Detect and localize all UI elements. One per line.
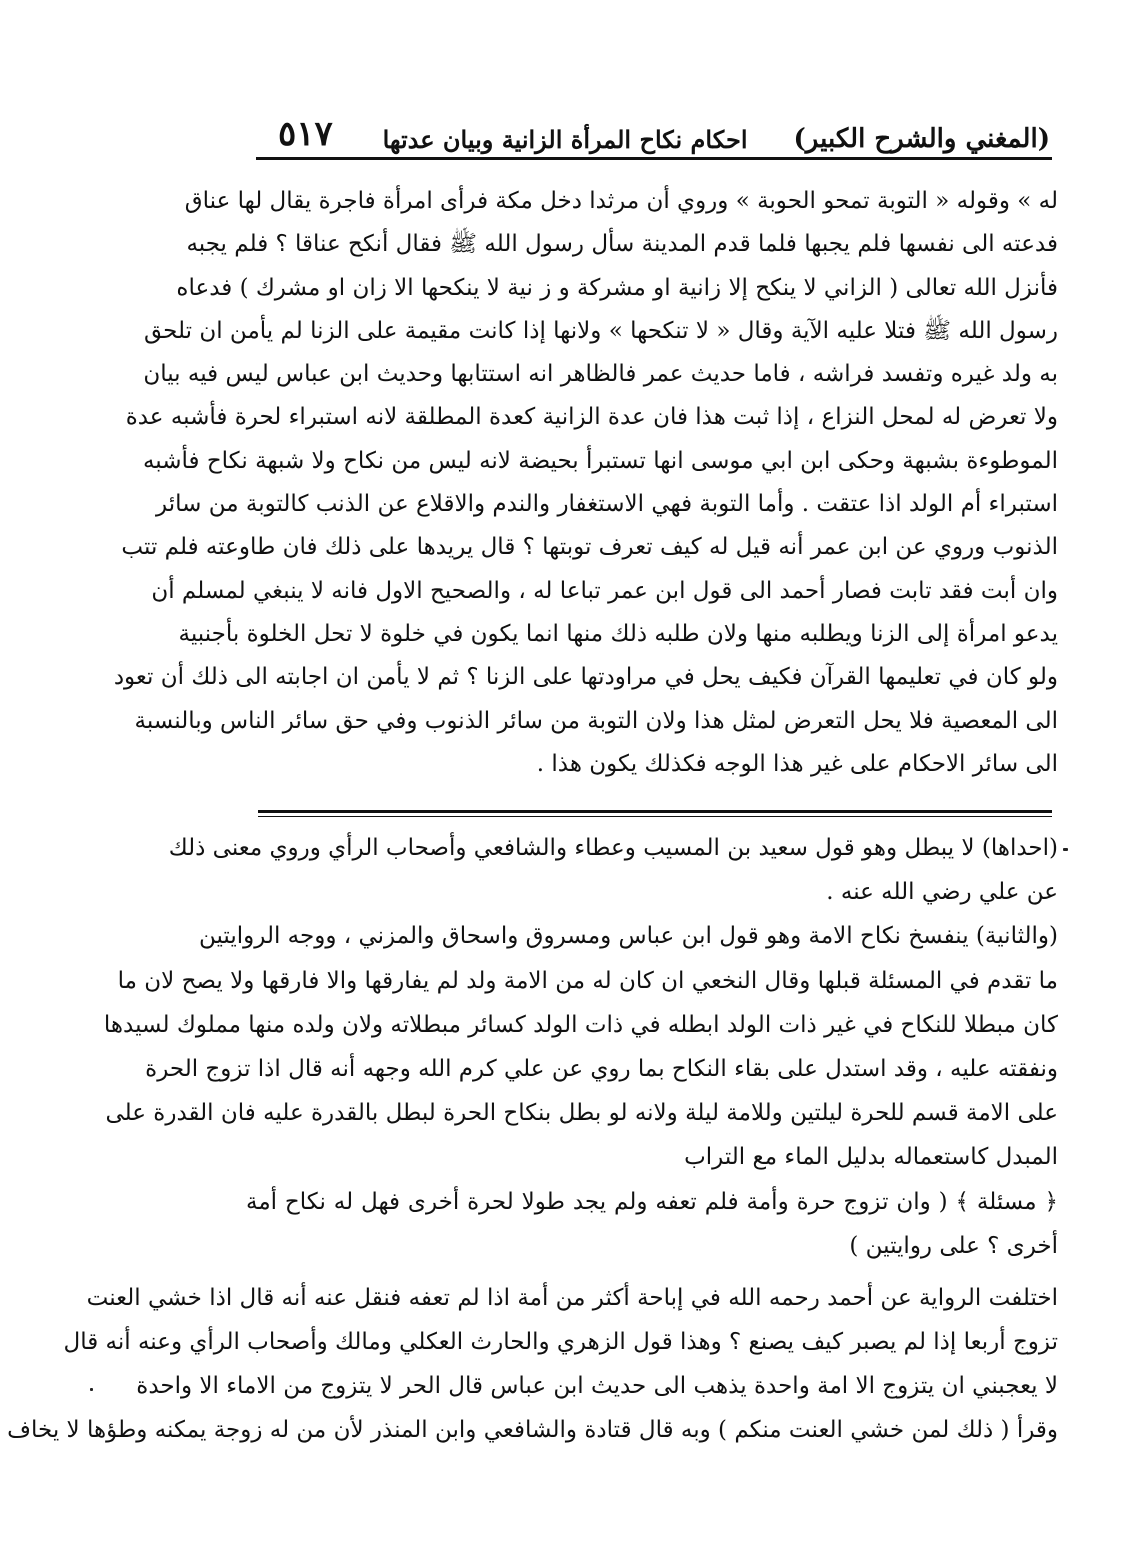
main-line: الذنوب وروي عن ابن عمر أنه قيل له كيف تعرف توبتها ؟ قال يريدها على ذلك فان طاوعته فلم تتب xyxy=(121,534,1058,561)
commentary-line: وقرأ ( ذلك لمن خشي العنت منكم ) وبه قال قتادة والشافعي وابن المنذر لأن من له زوجة يمكنه وطؤها لا يخاف xyxy=(7,1417,1058,1444)
commentary-line: عن علي رضي الله عنه . xyxy=(826,879,1058,906)
chapter-title: احكام نكاح المرأة الزانية وبيان عدتها xyxy=(382,125,748,154)
main-line: الى المعصية فلا يحل التعرض لمثل هذا ولان التوبة من سائر الذنوب وفي حق سائر الناس وبالنسبة xyxy=(134,707,1058,734)
commentary-line: لا يعجبني ان يتزوج الا امة واحدة يذهب الى حديث ابن عباس قال الحر لا يتزوج من الاماء الا واحدة xyxy=(136,1373,1058,1400)
main-line: يدعو امرأة إلى الزنا ويطلبه منها ولان طلبه ذلك منها انما يكون في خلوة لا تحل الخلوة بأجنبية xyxy=(178,620,1058,647)
main-line: الى سائر الاحكام على غير هذا الوجه فكذلك يكون هذا . xyxy=(536,750,1058,777)
page-number: ٥١٧ xyxy=(278,114,333,154)
main-line: رسول الله ﷺ فتلا عليه الآية وقال « لا تنكحها » ولانها إذا كانت مقيمة على الزنا لم يأمن ان تلحق xyxy=(143,317,1058,344)
commentary-line: (والثانية) ينفسخ نكاح الامة وهو قول ابن عباس ومسروق واسحاق والمزني ، ووجه الروايتين xyxy=(198,923,1058,950)
main-line: فأنزل الله تعالى ( الزاني لا ينكح إلا زانية او مشركة و ز نية لا ينكحها الا زان او مشرك ) فدعاه xyxy=(176,274,1058,301)
commentary-text xyxy=(7,826,1058,1453)
page-header xyxy=(258,108,1050,154)
commentary-line: ما تقدم في المسئلة قبلها وقال النخعي ان كان له من الامة ولد لم يفارقها والا فارقها ولا يصح لان ما xyxy=(117,967,1058,994)
book-title: (المغني والشرح الكبير) xyxy=(793,124,1050,154)
section-separator-thick xyxy=(258,810,1052,813)
main-line: به ولد غيره وتفسد فراشه ، فاما حديث عمر فالظاهر انه استتابها وحديث ابن عباس ليس فيه بيان xyxy=(143,361,1058,388)
commentary-line: على الامة قسم للحرة ليلتين وللامة ليلة ولانه لو بطل بنكاح الحرة لبطل بالقدرة عليه فان القدرة على xyxy=(105,1100,1058,1127)
commentary-line: اختلفت الرواية عن أحمد رحمه الله في إباحة أكثر من أمة اذا لم تعفه فنقل عنه أنه قال اذا خشي العنت xyxy=(86,1284,1058,1311)
header-rule xyxy=(256,157,1052,160)
commentary-line: كان مبطلا للنكاح في غير ذات الولد ابطله في ذات الولد كسائر مبطلاته ولان ولده منها مملوك لسيدها xyxy=(103,1011,1058,1038)
commentary-line: (احداها) لا يبطل وهو قول سعيد بن المسيب وعطاء والشافعي وأصحاب الرأي وروي معنى ذلك xyxy=(168,835,1058,861)
commentary-line: المبدل كاستعماله بدليل الماء مع التراب xyxy=(684,1144,1058,1171)
section-separator-thin xyxy=(258,816,1052,817)
main-line: الموطوءة بشبهة وحكى ابن ابي موسى انها تستبرأ بحيضة لانه ليس من نكاح ولا شبهة نكاح فأشبه xyxy=(142,447,1058,474)
main-line: فدعته الى نفسها فلم يجبها فلما قدم المدينة سأل رسول الله ﷺ فقال أنكح عناقا ؟ فلم يجبه xyxy=(186,231,1058,258)
masala-line: ﴿ مسئلة ﴾ ( وان تزوج حرة وأمة فلم تعفه ولم يجد طولا لحرة أخرى فهل له نكاح أمة xyxy=(246,1188,1058,1215)
commentary-line: ونفقته عليه ، وقد استدل على بقاء النكاح بما روي عن علي كرم الله وجهه أنه قال اذا تزوج الحرة xyxy=(145,1055,1058,1082)
scan-speck xyxy=(1063,848,1068,851)
main-line: ولو كان في تعليمها القرآن فكيف يحل في مراودتها على الزنا ؟ ثم لا يأمن ان اجابته الى ذلك أن تعود xyxy=(113,664,1058,691)
commentary-line: تزوج أربعا إذا لم يصبر كيف يصنع ؟ وهذا قول الزهري والحارث العكلي ومالك وأصحاب الرأي وعنه أنه قال xyxy=(63,1329,1058,1356)
paragraph-gap xyxy=(246,1268,1058,1276)
main-text xyxy=(113,180,1058,786)
scan-speck xyxy=(90,1388,93,1391)
masala-line: أخرى ؟ على روايتين ) xyxy=(849,1232,1058,1259)
main-line: ولا تعرض له لمحل النزاع ، إذا ثبت هذا فان عدة الزانية كعدة المطلقة لانه استبراء لحرة فأشبه عدة xyxy=(125,404,1058,431)
main-line: استبراء أم الولد اذا عتقت . وأما التوبة فهي الاستغفار والندم والاقلاع عن الذنب كالتوبة من سائر xyxy=(156,491,1058,518)
main-line: وان أبت فقد تابت فصار أحمد الى قول ابن عمر تباعا له ، والصحيح الاول فانه لا ينبغي لمسلم أن xyxy=(151,577,1058,604)
main-line: له » وقوله « التوبة تمحو الحوبة » وروي أن مرثدا دخل مكة فرأى امرأة فاجرة يقال لها عناق xyxy=(184,188,1058,214)
